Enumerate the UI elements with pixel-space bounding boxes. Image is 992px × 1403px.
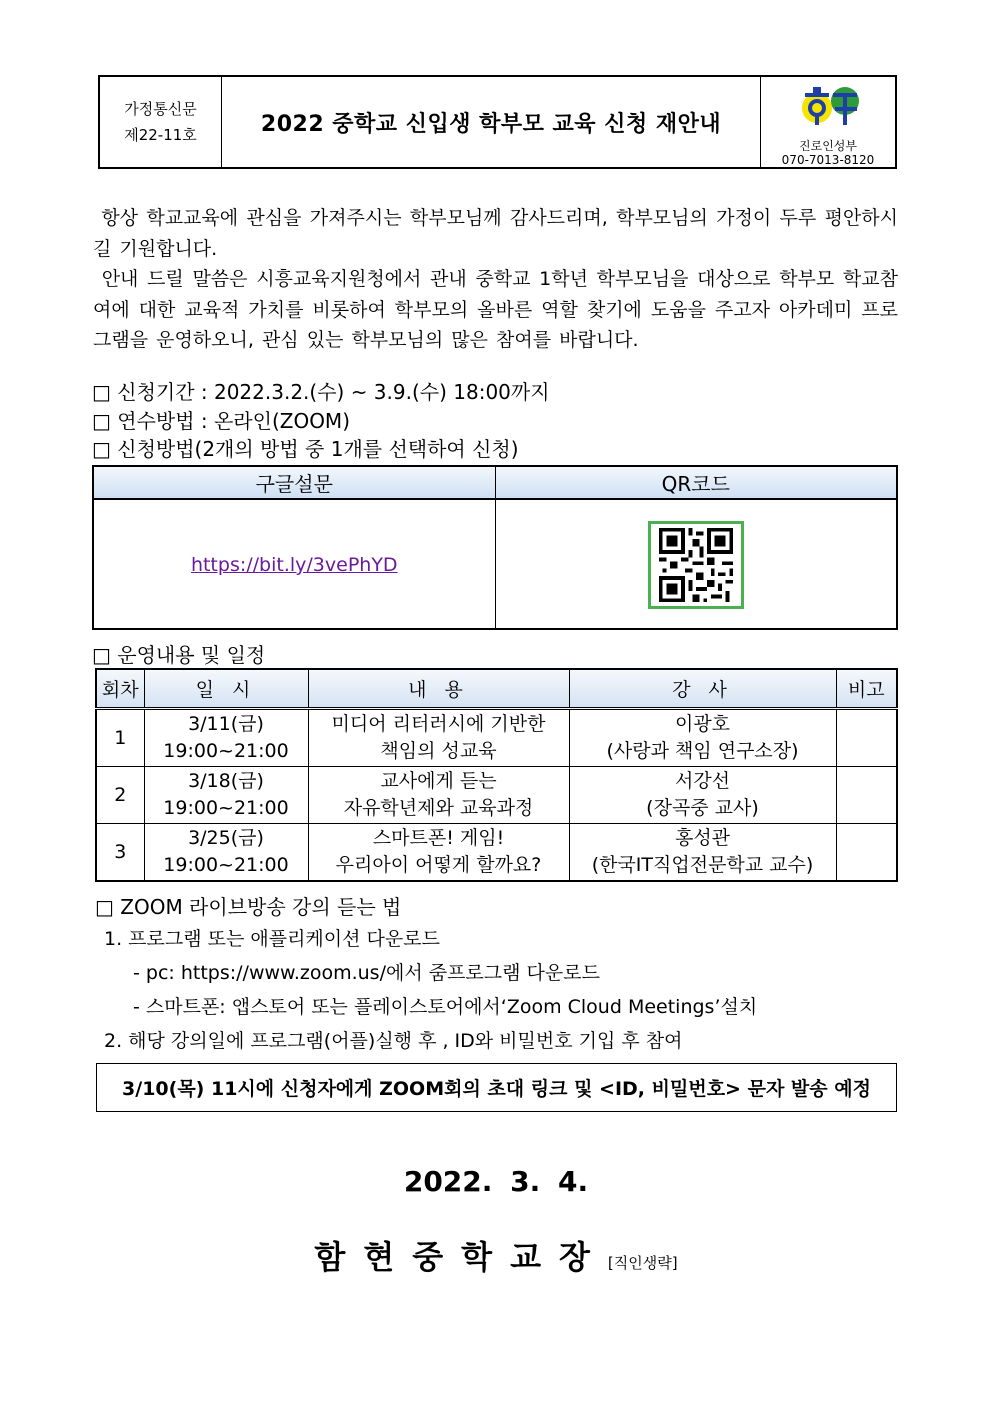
apply-period: □ 신청기간 : 2022.3.2.(수) ~ 3.9.(수) 18:00까지 bbox=[92, 380, 550, 404]
intro-paragraph-2: 안내 드릴 말씀은 시흥교육지원청에서 관내 중학교 1학년 학부모님을 대상으로 학부모 학교참여에 대한 교육적 가치를 비롯하여 학부모의 올바른 역할 찾기에 도움을 주고자 아카데미 프로그램을 운영하오니, 관심 있는 학부모님의 많은 참여를 바랍니다. bbox=[93, 268, 898, 351]
session-date: 3/25(금) bbox=[188, 827, 264, 849]
lecturer-name: 이광호 bbox=[674, 713, 731, 735]
page-title: 2022 중학교 신입생 학부모 교육 신청 재안내 bbox=[260, 111, 722, 137]
google-form-link[interactable]: https://bit.ly/3vePhYD bbox=[190, 554, 398, 576]
qr-code[interactable] bbox=[648, 521, 744, 609]
header-category-cell bbox=[100, 77, 222, 167]
session-datetime bbox=[144, 709, 308, 767]
session-datetime bbox=[144, 824, 308, 882]
schedule-header-row bbox=[96, 669, 897, 709]
header-box bbox=[98, 75, 897, 169]
session-content-line2: 우리아이 어떻게 할까요? bbox=[335, 854, 542, 876]
table-row bbox=[96, 824, 897, 882]
intro-text bbox=[93, 203, 898, 356]
session-content bbox=[308, 824, 569, 882]
zoom-heading: □ ZOOM 라이브방송 강의 듣는 법 bbox=[95, 895, 402, 919]
schedule-heading: □ 운영내용 및 일정 bbox=[92, 643, 266, 667]
lecturer-affiliation: (사랑과 책임 연구소장) bbox=[606, 740, 799, 762]
zoom-step-2: 2. 해당 강의일에 프로그램(어플)실행 후 , ID와 비밀번호 기입 후 참여 bbox=[104, 1030, 683, 1052]
header-phone: 070-7013-8120 bbox=[781, 153, 875, 167]
issue-date: 2022. 3. 4. bbox=[403, 1165, 589, 1198]
apply-col-qr: QR코드 bbox=[661, 472, 730, 496]
table-row bbox=[96, 767, 897, 824]
session-time: 19:00~21:00 bbox=[163, 740, 289, 762]
header-category: 가정통신문 bbox=[124, 100, 197, 118]
zoom-step-pc: - pc: https://www.zoom.us/에서 줌프로그램 다운로드 bbox=[133, 962, 600, 984]
schedule-header-note: 비고 bbox=[836, 669, 897, 709]
training-method: □ 연수방법 : 온라인(ZOOM) bbox=[92, 409, 350, 433]
zoom-step-phone: - 스마트폰: 앱스토어 또는 플레이스토어에서‘Zoom Cloud Meetings’설치 bbox=[133, 996, 758, 1018]
apply-table-header bbox=[94, 467, 896, 500]
header-logo-cell bbox=[760, 77, 895, 167]
session-date: 3/18(금) bbox=[188, 770, 264, 792]
session-content-line1: 미디어 리터러시에 기반한 bbox=[331, 713, 546, 735]
principal-signature bbox=[0, 1232, 992, 1278]
table-row bbox=[96, 709, 897, 767]
session-time: 19:00~21:00 bbox=[163, 797, 289, 819]
session-content-line1: 스마트폰! 게임! bbox=[372, 827, 505, 849]
schedule-header-lecturer: 강 사 bbox=[569, 669, 836, 709]
apply-qr-cell bbox=[496, 500, 897, 630]
schedule-table bbox=[95, 668, 898, 882]
session-no: 1 bbox=[96, 709, 144, 767]
intro-paragraph-1: 항상 학교교육에 관심을 가져주시는 학부모님께 감사드리며, 학부모님의 가정이 두루 평안하시길 기원합니다. bbox=[93, 207, 898, 260]
lecturer-affiliation: (장곡중 교사) bbox=[646, 797, 759, 819]
session-note bbox=[836, 709, 897, 767]
session-content bbox=[308, 767, 569, 824]
session-datetime bbox=[144, 767, 308, 824]
session-note bbox=[836, 767, 897, 824]
schedule-header-no: 회차 bbox=[96, 669, 144, 709]
principal-name: 함현중학교장 bbox=[314, 1238, 608, 1276]
session-date: 3/11(금) bbox=[188, 713, 264, 735]
schedule-header-datetime: 일 시 bbox=[144, 669, 308, 709]
school-logo bbox=[799, 83, 861, 127]
zoom-step-1: 1. 프로그램 또는 애플리케이션 다운로드 bbox=[104, 928, 440, 950]
apply-method: □ 신청방법(2개의 방법 중 1개를 선택하여 신청) bbox=[92, 437, 519, 461]
lecturer-name: 서강선 bbox=[674, 770, 731, 792]
session-content-line2: 자유학년제와 교육과정 bbox=[343, 797, 534, 819]
apply-link-cell bbox=[94, 500, 496, 630]
session-content-line2: 책임의 성교육 bbox=[380, 740, 497, 762]
session-no: 3 bbox=[96, 824, 144, 882]
session-lecturer bbox=[569, 824, 836, 882]
schedule-header-content: 내 용 bbox=[308, 669, 569, 709]
session-content-line1: 교사에게 듣는 bbox=[380, 770, 497, 792]
notice-box: 3/10(목) 11시에 신청자에게 ZOOM회의 초대 링크 및 <ID, 비밀번호> 문자 발송 예정 bbox=[96, 1063, 897, 1112]
apply-col-google-form: 구글설문 bbox=[94, 467, 496, 498]
session-lecturer bbox=[569, 709, 836, 767]
lecturer-affiliation: (한국IT직업전문학교 교수) bbox=[591, 854, 814, 876]
header-dept: 진로인성부 bbox=[799, 139, 857, 153]
session-no: 2 bbox=[96, 767, 144, 824]
session-lecturer bbox=[569, 767, 836, 824]
seal-note: [직인생략] bbox=[607, 1254, 678, 1272]
session-note bbox=[836, 824, 897, 882]
session-time: 19:00~21:00 bbox=[163, 854, 289, 876]
qr-code-icon bbox=[656, 528, 736, 602]
lecturer-name: 홍성관 bbox=[674, 827, 731, 849]
header-number: 제22-11호 bbox=[124, 126, 197, 144]
session-content bbox=[308, 709, 569, 767]
apply-table-body bbox=[94, 500, 896, 630]
apply-table bbox=[92, 465, 898, 630]
